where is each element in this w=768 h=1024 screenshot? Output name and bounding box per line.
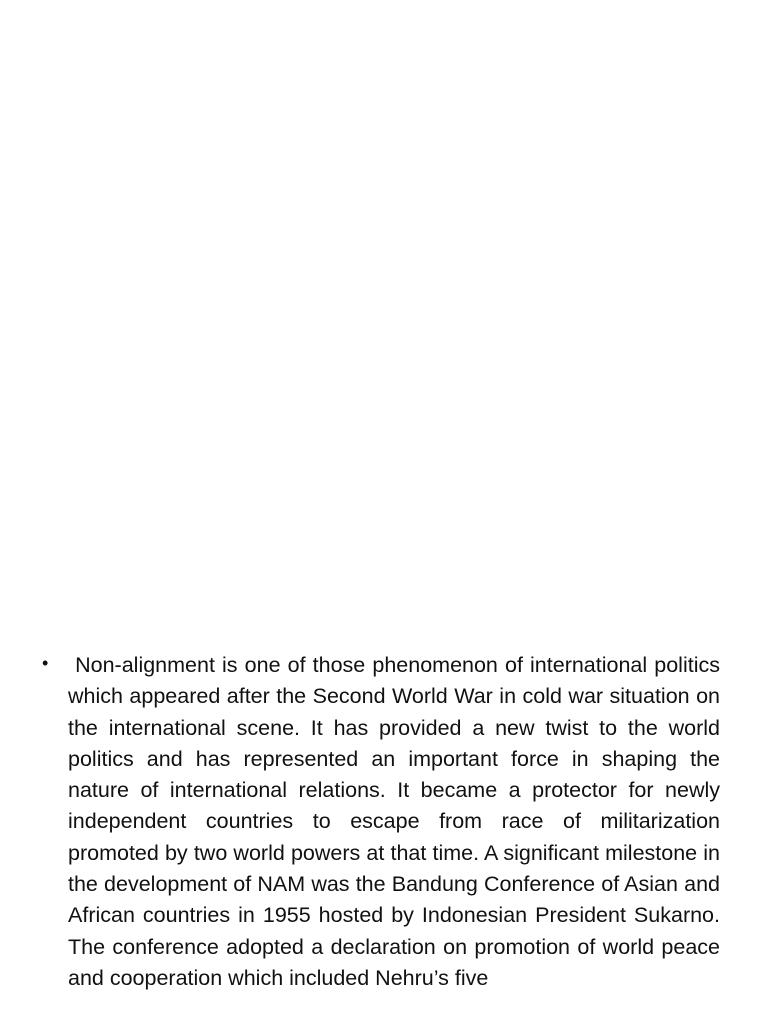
bullet-paragraph: Non-alignment is one of those phenomenon of international politics which appeared after the Second World War in cold war situation on the international scene. It has provided a new twist to the world politics and has represented an important force in shaping the nature of international relations. It became a protector for newly independent countries to escape from race of militarization promoted by two world powers at that time. A significant milestone in the development of NAM was the Bandung Conference of Asian and African countries in 1955 hosted by Indonesian President Sukarno. The conference adopted a declaration on promotion of world peace and cooperation which included Nehru’s five — [68, 653, 726, 990]
bullet-dot-icon: • — [42, 653, 49, 673]
